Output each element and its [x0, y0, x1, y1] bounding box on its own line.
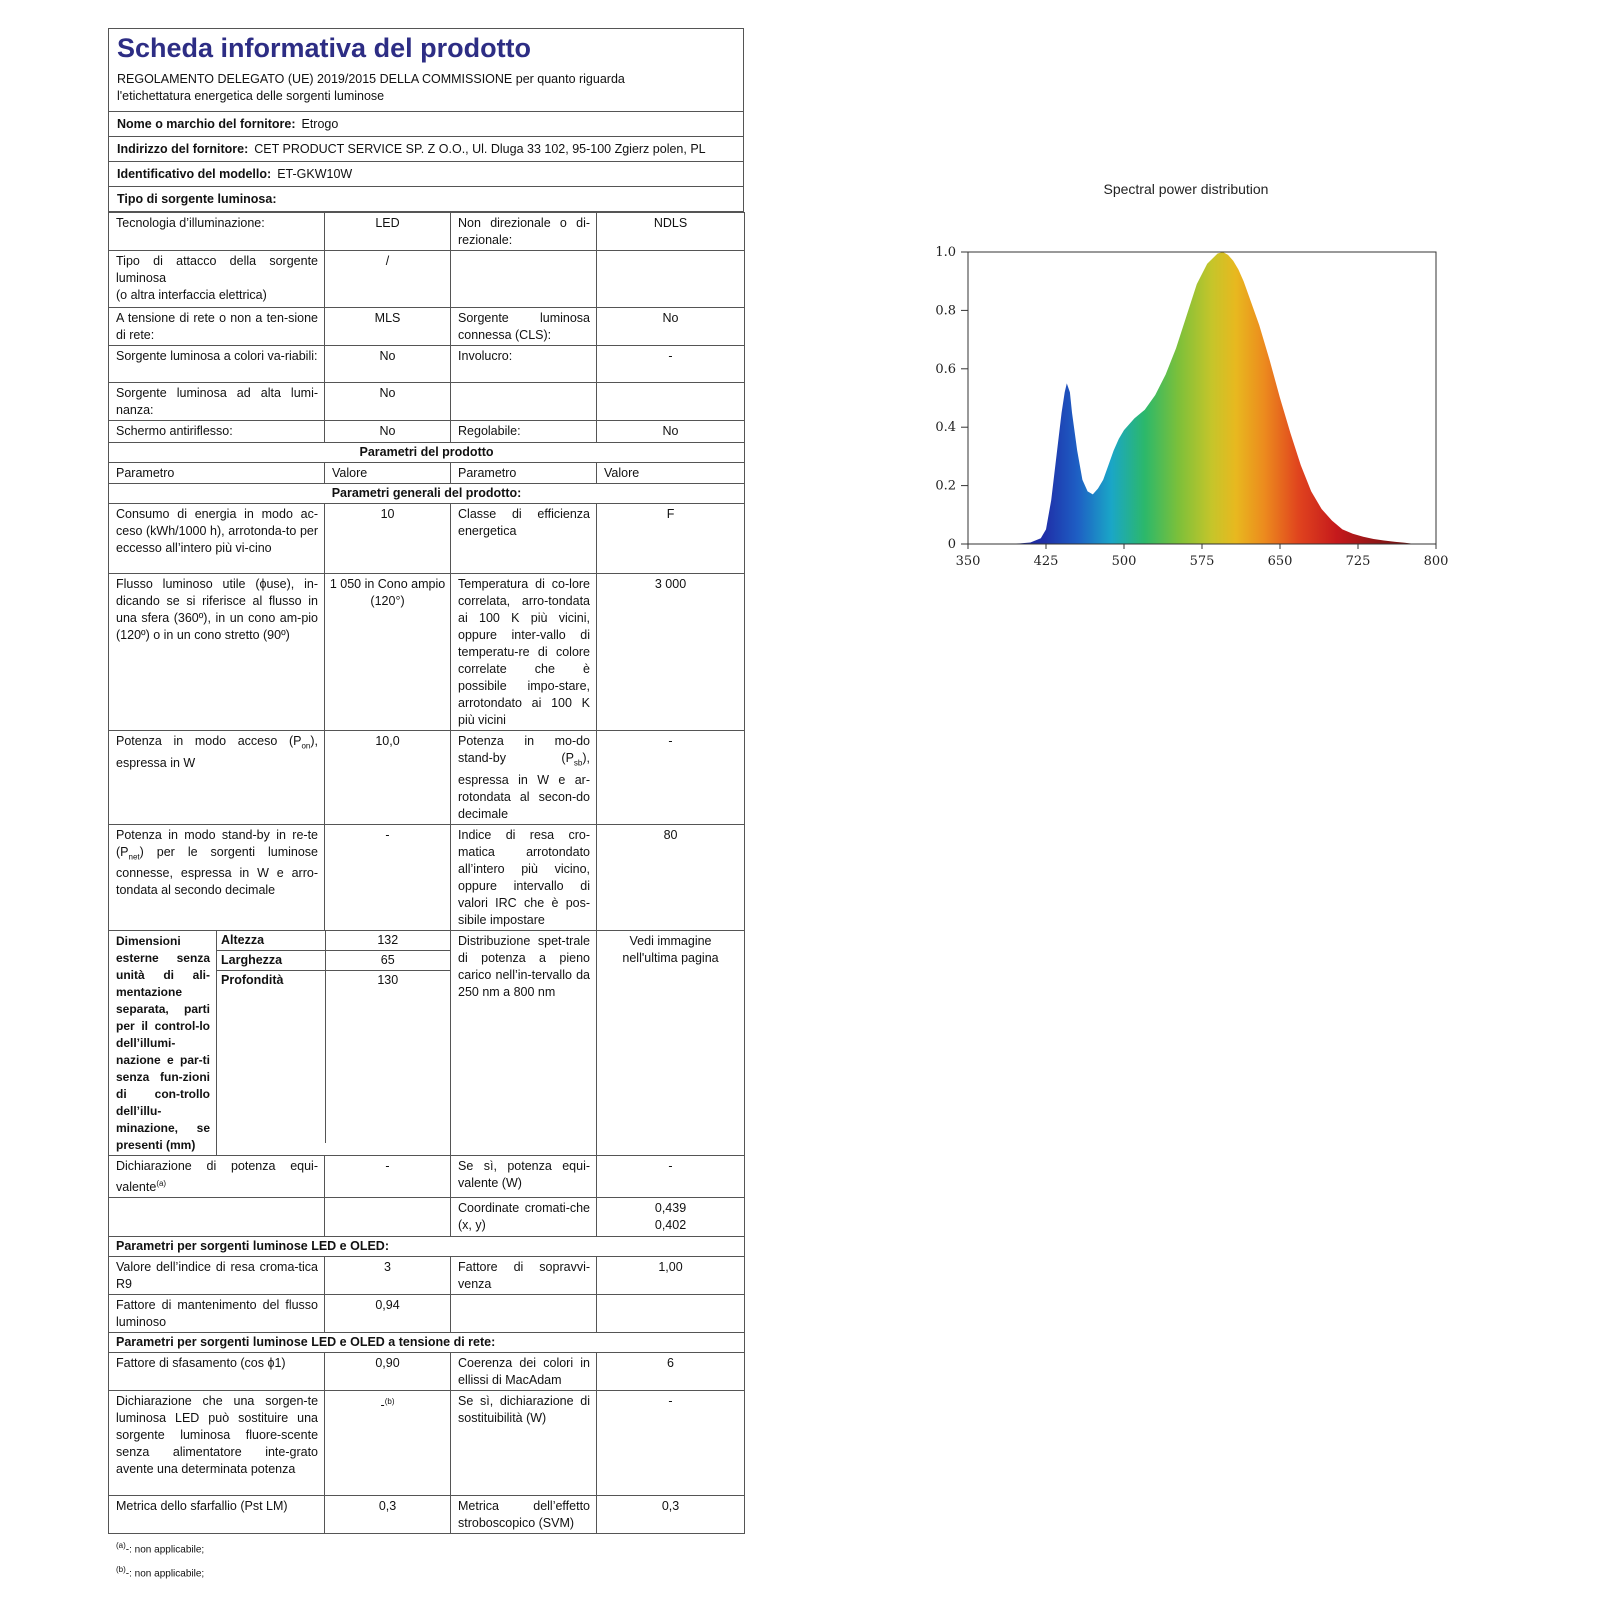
chromaticity-value [597, 1197, 745, 1236]
col-header-value-2: Valore [597, 463, 745, 484]
sheet-title: Scheda informativa del prodotto [117, 33, 532, 63]
dimmable-label: Regolabile: [451, 421, 597, 443]
table-row [109, 824, 745, 930]
table-row [109, 930, 745, 1155]
table-row [109, 574, 745, 731]
empty-cell [451, 1294, 597, 1332]
led-replacement-value [325, 1390, 451, 1495]
y-tick-label: 0.6 [935, 361, 956, 377]
cls-label: Sorgente luminosa connessa (CLS): [451, 308, 597, 346]
r9-value: 3 [325, 1256, 451, 1294]
empty-cell [451, 383, 597, 421]
y-tick-label: 0.8 [935, 303, 956, 319]
luminous-flux-label: Flusso luminoso utile (ϕuse), in-dicando se si riferisce al flusso in una sfera (360º), in un cono am-pio (120º) o in un cono stretto (90º) [109, 574, 325, 731]
cct-value: 3 000 [597, 574, 745, 731]
chromaticity-y: 0,402 [654, 1217, 687, 1232]
chromaticity-x: 0,439 [654, 1200, 687, 1215]
sheet-subtitle [117, 71, 735, 105]
section-general-params: Parametri generali del prodotto: [109, 484, 745, 504]
model-id-label: Identificativo del modello: [117, 167, 272, 181]
macadam-label: Coerenza dei colori in ellissi di MacAdam [451, 1352, 597, 1390]
cri-label: Indice di resa cro-matica arrotondato all’intero più vicino, oppure intervallo di valori IRC che è pos-sibile impostare [451, 824, 597, 930]
survival-factor-label: Fattore di sopravvi-venza [451, 1256, 597, 1294]
footnote-b [116, 1560, 744, 1584]
tech-value: LED [325, 213, 451, 251]
supplier-address-label: Indirizzo del fornitore: [117, 142, 249, 156]
macadam-value: 6 [597, 1352, 745, 1390]
footnote-a-text: -: non applicabile; [125, 1543, 205, 1555]
depth-label: Profondità [217, 970, 325, 1143]
led-replacement-label: Dichiarazione che una sorgen-te luminosa LED può sostituire una sorgente luminosa fluore-scente senza alimentatore inte-grato avente una determinata potenza [109, 1390, 325, 1495]
on-mode-power-sub: on [301, 741, 311, 751]
equivalent-power-value: - [325, 1155, 451, 1197]
model-id-row [108, 162, 744, 187]
source-type-label: Tipo di sorgente luminosa: [117, 192, 277, 206]
energy-consumption-label: Consumo di energia in modo ac-ceso (kWh/1000 h), arrotonda-to per eccesso all’intero più vi-cino [109, 504, 325, 574]
section-header-row [109, 484, 745, 504]
displacement-factor-value: 0,90 [325, 1352, 451, 1390]
directional-label: Non direzionale o di-rezionale: [451, 213, 597, 251]
y-tick-label: 0.2 [935, 478, 956, 494]
spectral-chart [935, 180, 1500, 600]
section-header-row [109, 443, 745, 463]
flicker-metric-value: 0,3 [325, 1495, 451, 1533]
x-tick-label: 650 [1267, 554, 1293, 569]
y-tick-label: 0 [947, 537, 956, 552]
col-header-param-2: Parametro [451, 463, 597, 484]
col-header-param: Parametro [109, 463, 325, 484]
col-header-value: Valore [325, 463, 451, 484]
depth-value: 130 [377, 972, 399, 987]
replacement-w-label: Se sì, dichiarazione di sostituibilità (W) [451, 1390, 597, 1495]
height-value: 132 [325, 931, 450, 951]
on-mode-power-value: 10,0 [325, 731, 451, 825]
supplier-name-value: Etrogo [301, 117, 339, 131]
x-tick-label: 800 [1423, 554, 1449, 569]
table-row [109, 1256, 745, 1294]
table-row [109, 308, 745, 346]
standby-power-label [451, 731, 597, 825]
spectral-chart-svg [935, 180, 1500, 600]
replacement-w-value: - [597, 1390, 745, 1495]
flicker-metric-label: Metrica dello sfarfallio (Pst LM) [109, 1495, 325, 1533]
table-row [109, 1155, 745, 1197]
cap-type-label: Tipo di attacco della sorgente luminosa [116, 254, 319, 285]
lumen-maintenance-label: Fattore di mantenimento del flusso luminoso [109, 1294, 325, 1332]
directional-value: NDLS [597, 213, 745, 251]
source-type-row [108, 187, 744, 212]
sheet-header [108, 28, 744, 112]
networked-standby-value: - [325, 824, 451, 930]
table-row [109, 383, 745, 421]
cap-type-value: / [325, 251, 451, 308]
product-info-sheet [108, 28, 744, 1584]
on-mode-power-text-2: ), espressa in W [116, 734, 319, 770]
cap-type-cell [109, 251, 325, 308]
supplier-address-row [108, 137, 744, 162]
empty-cell [109, 1197, 325, 1236]
led-replacement-sup: (b) [384, 1396, 395, 1406]
networked-standby-sub: net [128, 852, 140, 861]
spd-label: Distribuzione spet-trale di potenza a pieno carico nell’in-tervallo da 250 nm a 800 nm [451, 930, 597, 1155]
section-header-row [109, 1236, 745, 1256]
efficiency-class-value: F [597, 504, 745, 574]
anti-glare-label: Schermo antiriflesso: [109, 421, 325, 443]
colour-tunable-value: No [325, 346, 451, 383]
supplier-name-label: Nome o marchio del fornitore: [117, 117, 296, 131]
table-row [109, 1352, 745, 1390]
footnote-a-mark: (a) [116, 1540, 126, 1550]
table-row [217, 950, 450, 970]
parameters-table [108, 212, 745, 1534]
subtitle-line-1: REGOLAMENTO DELEGATO (UE) 2019/2015 DELLA COMMISSIONE per quanto riguarda [117, 72, 625, 86]
standby-power-text-2: ), espressa in W e ar-rotondata al secon-do decimale [458, 751, 591, 821]
table-row [109, 251, 745, 308]
cls-value: No [597, 308, 745, 346]
envelope-value: - [597, 346, 745, 383]
footnote-b-text: -: non applicabile; [125, 1568, 205, 1580]
survival-factor-value: 1,00 [597, 1256, 745, 1294]
section-led-params: Parametri per sorgenti luminose LED e OLED: [109, 1236, 745, 1256]
envelope-label: Involucro: [451, 346, 597, 383]
empty-cell [451, 251, 597, 308]
x-axis [956, 544, 1449, 569]
x-tick-label: 500 [1111, 554, 1137, 569]
high-luminance-label: Sorgente luminosa ad alta lumi-nanza: [109, 383, 325, 421]
equivalent-power-sup: (a) [156, 1178, 167, 1188]
height-label: Altezza [217, 931, 325, 951]
dimensions-label: Dimensioni esterne senza unità di ali-mentazione separata, parti per il control-lo dell’illumi-nazione e par-ti senza fun-zioni di con-trollo dell’illu-minazione, se presenti (mm) [109, 930, 217, 1155]
on-mode-power-label [109, 731, 325, 825]
standby-power-value: - [597, 731, 745, 825]
table-row [109, 1390, 745, 1495]
high-luminance-value: No [325, 383, 451, 421]
spd-value: Vedi immagine nell'ultima pagina [597, 930, 745, 1155]
width-value: 65 [325, 950, 450, 970]
dimensions-subtable [217, 931, 450, 1143]
supplier-address-value: CET PRODUCT SERVICE SP. Z O.O., Ul. Dluga 33 102, 95-100 Zgierz polen, PL [254, 142, 706, 156]
networked-standby-text-2: ) per le sorgenti luminose connesse, espressa in W e arro-tondata al secondo decimale [116, 844, 319, 897]
chart-title: Spectral power distribution [1103, 181, 1269, 197]
equivalent-w-label: Se sì, potenza equi-valente (W) [451, 1155, 597, 1197]
on-mode-power-text: Potenza in modo acceso (P [116, 734, 302, 748]
empty-cell [597, 383, 745, 421]
x-tick-label: 575 [1189, 554, 1215, 569]
x-tick-label: 350 [955, 554, 981, 569]
footnote-a [116, 1536, 744, 1560]
table-row [109, 213, 745, 251]
table-row [109, 731, 745, 825]
tech-label: Tecnologia d’illuminazione: [109, 213, 325, 251]
y-tick-label: 1.0 [935, 245, 956, 260]
networked-standby-text: Potenza in modo stand-by in re-te (P [116, 827, 319, 859]
lumen-maintenance-value: 0,94 [325, 1294, 451, 1332]
table-row [109, 1197, 745, 1236]
equivalent-w-value: - [597, 1155, 745, 1197]
dimensions-cell [217, 930, 451, 1155]
mains-value: MLS [325, 308, 451, 346]
standby-power-sub: sb [573, 758, 583, 768]
plot-area [968, 252, 1436, 544]
y-axis [935, 245, 968, 552]
section-led-mains-params: Parametri per sorgenti luminose LED e OLED a tensione di rete: [109, 1332, 745, 1352]
spectrum-area [999, 252, 1415, 544]
x-tick-label: 725 [1345, 554, 1371, 569]
led-replacement-text: - [380, 1397, 385, 1412]
cct-label: Temperatura di co-lore correlata, arro-tondata ai 100 K più vicini, oppure inter-vallo di temperatu-re di colore correlate che è possibile impo-stare, arrotondato ai 100 K più vicini [451, 574, 597, 731]
chromaticity-label: Coordinate cromati-che (x, y) [451, 1197, 597, 1236]
mains-label: A tensione di rete o non a ten-sione di rete: [109, 308, 325, 346]
table-row [109, 1495, 745, 1533]
y-tick-label: 0.4 [935, 420, 956, 436]
efficiency-class-label: Classe di efficienza energetica [451, 504, 597, 574]
table-row [109, 421, 745, 443]
cap-type-note: (o altra interfaccia elettrica) [116, 288, 267, 302]
table-row [109, 346, 745, 383]
column-header-row [109, 463, 745, 484]
empty-cell [597, 1294, 745, 1332]
colour-tunable-label: Sorgente luminosa a colori va-riabili: [109, 346, 325, 383]
networked-standby-label [109, 824, 325, 930]
empty-cell [325, 1197, 451, 1236]
displacement-factor-label: Fattore di sfasamento (cos ϕ1) [109, 1352, 325, 1390]
table-row [217, 931, 450, 951]
x-tick-label: 425 [1033, 554, 1059, 569]
stroboscopic-metric-label: Metrica dell’effetto stroboscopico (SVM) [451, 1495, 597, 1533]
table-row [109, 1294, 745, 1332]
section-header-row [109, 1332, 745, 1352]
model-id-value: ET-GKW10W [277, 167, 353, 181]
subtitle-line-2: l'etichettatura energetica delle sorgenti luminose [117, 89, 385, 103]
cri-value: 80 [597, 824, 745, 930]
energy-consumption-value: 10 [325, 504, 451, 574]
section-product-params: Parametri del prodotto [109, 443, 745, 463]
footnote-b-mark: (b) [116, 1564, 126, 1574]
width-label: Larghezza [217, 950, 325, 970]
supplier-name-row [108, 112, 744, 137]
empty-cell [597, 251, 745, 308]
dimmable-value: No [597, 421, 745, 443]
equivalent-power-label [109, 1155, 325, 1197]
stroboscopic-metric-value: 0,3 [597, 1495, 745, 1533]
anti-glare-value: No [325, 421, 451, 443]
standby-power-text: Potenza in mo-do stand-by (P [458, 734, 591, 765]
luminous-flux-value: 1 050 in Cono ampio (120°) [325, 574, 451, 731]
table-row [109, 504, 745, 574]
table-row [217, 970, 450, 1143]
r9-label: Valore dell’indice di resa croma-tica R9 [109, 1256, 325, 1294]
equivalent-power-text: Dichiarazione di potenza equi-valente [116, 1158, 319, 1194]
footnotes [108, 1536, 744, 1585]
